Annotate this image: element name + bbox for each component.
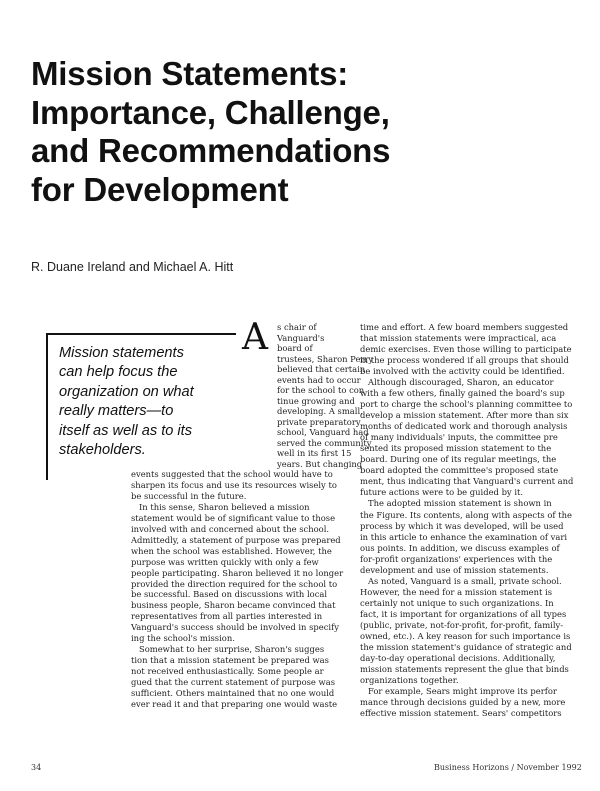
body-text-line: owned, etc.). A key reason for such importance is <box>360 630 571 641</box>
body-text-line: gued that the current statement of purpose was <box>131 677 336 688</box>
body-text-line: (public, private, not-for-profit, for-profit, family- <box>360 619 564 630</box>
body-text-line: Although discouraged, Sharon, an educator <box>368 377 554 388</box>
article-title <box>31 55 571 209</box>
body-text-line: that mission statements were impractical, aca <box>360 333 557 344</box>
body-text-line: mission statements represent the glue that binds <box>360 663 569 674</box>
body-text-line: For example, Sears might improve its perfor <box>368 685 557 696</box>
body-text-line: Somewhat to her surprise, Sharon's sugges <box>139 644 325 655</box>
body-text-line: s chair of <box>277 322 317 332</box>
body-text-line: demic exercises. Even those willing to participate <box>360 344 572 355</box>
body-text-line: tion that a mission statement be prepared was <box>131 655 329 666</box>
body-text-line: trustees, Sharon Perry <box>277 353 374 364</box>
pull-quote-line: really matters—to <box>59 403 174 420</box>
pull-quote-line: stakeholders. <box>59 442 146 459</box>
body-text-line: involved with and concerned about the school. <box>131 523 330 534</box>
body-text-line: development and use of mission statements. <box>360 564 549 575</box>
body-text-line: mance through decisions guided by a new, more <box>360 697 566 708</box>
body-text-line: effective mission statement. Sears' competitors <box>360 708 562 719</box>
body-text-line: ous points. In addition, we discuss examples of <box>360 542 560 553</box>
body-text-line: day-to-day operational decisions. Additionally, <box>360 652 556 663</box>
body-text-line: However, the need for a mission statement is <box>360 586 553 597</box>
body-text-line: well in its first 15 <box>277 448 352 458</box>
body-text-line: port to charge the school's planning committee to <box>360 399 573 410</box>
pull-quote <box>59 344 244 460</box>
body-text-line: sented its proposed mission statement to the <box>360 443 552 454</box>
body-text-line: school, Vanguard had <box>277 427 369 437</box>
body-text-line: Vanguard's <box>277 332 325 343</box>
title-line: for Development <box>31 170 289 208</box>
body-text-line: business people, Sharon became convinced that <box>131 600 336 611</box>
body-text-line: the mission statement's guidance of strategic and <box>360 641 572 652</box>
journal-footer: Business Horizons / November 1992 <box>434 763 582 772</box>
body-text-line: in this article to enhance the examination of vari <box>360 531 568 542</box>
body-text-line: tinue growing and <box>277 395 355 406</box>
body-text-line: develop a mission statement. After more than six <box>360 410 569 421</box>
body-text-line: ment, thus indicating that Vanguard's current and <box>360 476 574 487</box>
body-text-line: provided the direction required for the school to <box>131 578 338 589</box>
title-line: Mission Statements: <box>31 55 349 92</box>
body-text-line: not received enthusiastically. Some people ar <box>131 666 324 677</box>
body-text-line: future actions were to be guided by it. <box>360 487 524 498</box>
body-text-line: Admittedly, a statement of purpose was prepared <box>131 534 341 545</box>
body-text-line: purpose was written quickly with only a few <box>131 556 319 567</box>
body-text-line: months of dedicated work and thorough analysis <box>360 421 568 432</box>
body-text-line: in the process wondered if all groups that should <box>360 355 569 366</box>
body-text-line: sufficient. Others maintained that no one would <box>131 688 335 698</box>
body-text-line: be successful in the future. <box>131 490 247 501</box>
body-text-line: of many individuals' inputs, the committee pre <box>360 432 558 443</box>
body-text-line: developing. A small, <box>277 406 363 416</box>
body-text-line: ever read it and that preparing one would waste <box>131 698 338 709</box>
title-line: Importance, Challenge, <box>31 93 390 131</box>
body-text-line: certainly not unique to such organizations. In <box>360 597 554 608</box>
body-text-line: Vanguard's success should be involved in specify <box>131 622 339 633</box>
body-text-line: served the community <box>277 437 372 448</box>
pull-quote-line: itself as well as to its <box>59 422 193 439</box>
body-text-line: for-profit organizations' experiences with the <box>360 553 553 564</box>
body-text-line: sharpen its focus and use its resources wisely to <box>131 479 337 490</box>
body-text-line: events suggested that the school would have to <box>131 469 333 479</box>
body-text-line: ing the school's mission. <box>131 633 235 644</box>
body-text-line: In this sense, Sharon believed a mission <box>139 501 310 512</box>
body-text-line: believed that certain <box>277 364 366 374</box>
author-byline: R. Duane Ireland and Michael A. Hitt <box>31 260 234 274</box>
body-text-line: organizations together. <box>360 674 459 685</box>
pull-quote-line: can help focus the <box>59 364 178 381</box>
pull-quote-line: organization on what <box>59 383 194 400</box>
pull-quote-line: Mission statements <box>59 345 184 361</box>
body-text-line: events had to occur <box>277 374 361 385</box>
body-text-line: people participating. Sharon believed it no longer <box>131 567 344 578</box>
title-line: and Recommendations <box>31 132 391 169</box>
body-text-line: for the school to con <box>277 385 365 395</box>
body-text-line: years. But changing <box>277 458 363 469</box>
body-text-line: The adopted mission statement is shown in <box>368 498 552 509</box>
body-text-line: As noted, Vanguard is a small, private school. <box>368 575 562 586</box>
body-text-line: when the school was established. However, the <box>131 545 332 556</box>
body-text-line: time and effort. A few board members suggested <box>360 322 569 332</box>
body-text-line: private preparatory <box>277 416 361 427</box>
body-text-line: be successful. Based on discussions with local <box>131 589 328 600</box>
body-text-line: be involved with the activity could be identified. <box>360 366 565 377</box>
drop-cap: A <box>242 317 268 358</box>
body-text-line: board of <box>277 343 313 353</box>
page-number: 34 <box>31 763 42 772</box>
body-text-line: board. During one of its regular meetings, the <box>360 454 557 465</box>
body-text-line: fact, it is important for organizations of all types <box>360 608 567 619</box>
body-text-line: the Figure. Its contents, along with aspects of the <box>360 509 572 520</box>
body-text-line: process by which it was developed, will be used <box>360 520 564 531</box>
body-text-line: with a few others, finally gained the board's sup <box>360 388 565 399</box>
body-text-line: representatives from all parties interested in <box>131 611 323 622</box>
body-text-line: statement would be of significant value to those <box>131 512 336 523</box>
body-text-line: board adopted the committee's proposed state <box>360 465 559 476</box>
